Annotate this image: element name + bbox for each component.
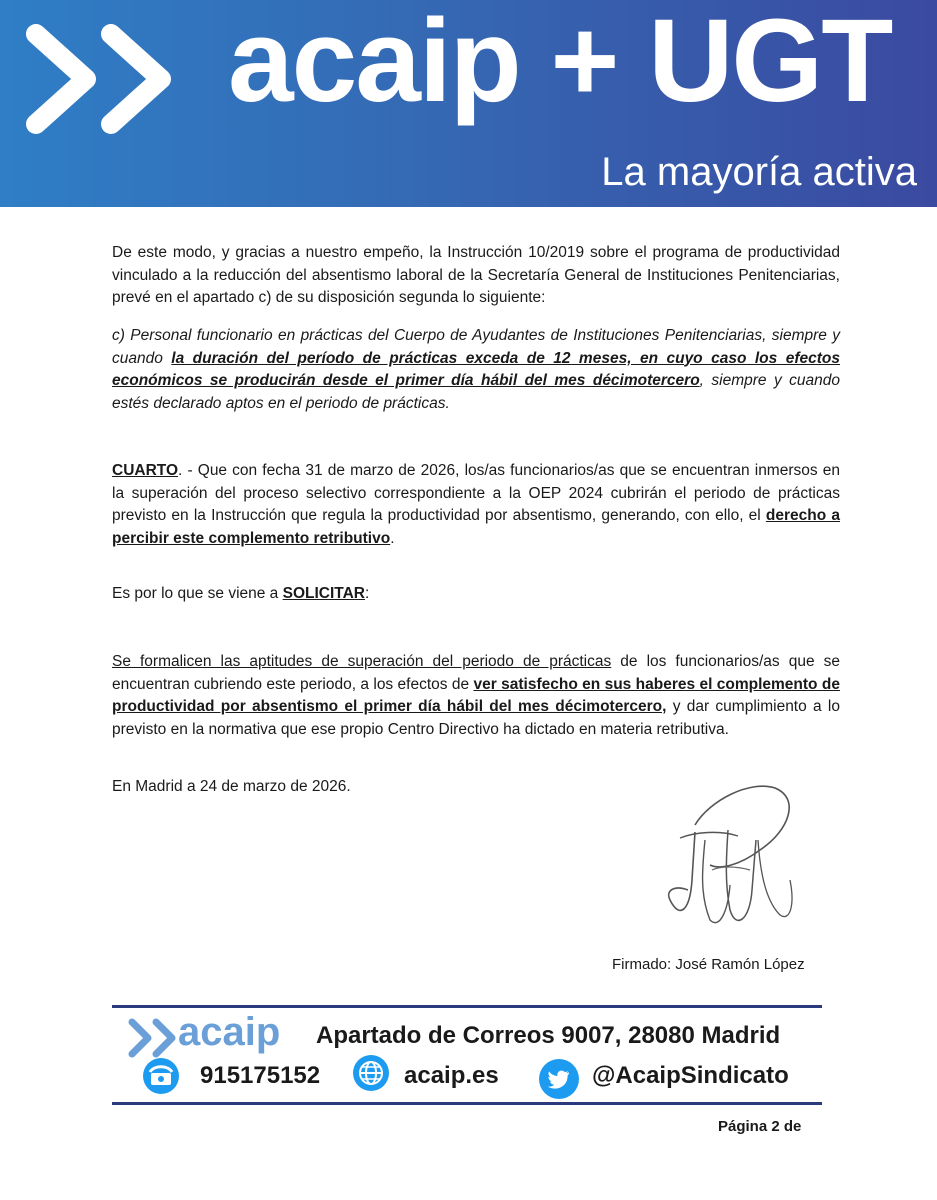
cuarto-end: . bbox=[390, 529, 395, 547]
solicitar-colon: : bbox=[364, 585, 370, 602]
request-underlined: Se formalicen las aptitudes de superación del periodo de prácticas bbox=[112, 653, 612, 670]
intro-paragraph bbox=[112, 242, 840, 310]
cuarto-label: CUARTO bbox=[112, 462, 179, 479]
footer-twitter: @AcaipSindicato bbox=[592, 1062, 789, 1089]
footer-phone: 915175152 bbox=[200, 1062, 321, 1089]
solicitar-paragraph bbox=[112, 583, 840, 606]
brand-logo-text: acaip + UGT bbox=[228, 0, 892, 127]
place-date-text: En Madrid a 24 de marzo de 2026. bbox=[112, 778, 351, 795]
quote-paragraph bbox=[112, 325, 840, 415]
cuarto-highlight: derecho a percibir este complemento retributivo bbox=[112, 507, 840, 547]
quote-text-end: , siempre y cuando estés declarado aptos en el periodo de prácticas. bbox=[112, 372, 840, 412]
footer-address: Apartado de Correos 9007, 28080 Madrid bbox=[316, 1022, 781, 1049]
quote-highlight: la duración del período de prácticas exceda de 12 meses, en cuyo caso los efectos económicos se producirán desde el primer día hábil del mes décimotercero bbox=[112, 349, 840, 389]
request-end: y dar cumplimiento a lo previsto en la normativa que ese propio Centro Directivo ha dictado en materia retributiva. bbox=[112, 698, 840, 738]
cuarto-paragraph bbox=[112, 460, 840, 550]
footer-logo-text: acaip bbox=[178, 1010, 281, 1054]
double-chevron-logo-icon bbox=[16, 24, 226, 134]
handwritten-signature bbox=[640, 770, 810, 940]
solicitar-label: SOLICITAR bbox=[282, 585, 365, 602]
intro-text: De este modo, y gracias a nuestro empeño, la Instrucción 10/2019 sobre el programa de productividad vinculado a la reducción del absentismo laboral de la Secretaría General de Instituciones Penitenciarias, prevé en el apartado c) de su disposición segunda lo siguiente: bbox=[112, 244, 840, 306]
signed-by: Firmado: José Ramón López bbox=[612, 956, 805, 973]
quote-text-start: c) Personal funcionario en prácticas del Cuerpo de Ayudantes de Instituciones Penitenciarias, siempre y cuando bbox=[112, 327, 840, 367]
slogan: La mayoría activa bbox=[601, 150, 917, 194]
cuarto-text: . - Que con fecha 31 de marzo de 2026, los/as funcionarios/as que se encuentran inmersos en la superación del proceso selectivo correspondiente a la OEP 2024 cubrirán el periodo de prácticas previsto en la Instrucción que regula la productividad por absentismo, generando, con ello, el bbox=[112, 462, 840, 524]
request-paragraph bbox=[112, 651, 840, 741]
footer-top-rule bbox=[112, 1005, 822, 1008]
globe-icon bbox=[352, 1054, 390, 1092]
footer-bottom-rule bbox=[112, 1102, 822, 1105]
request-text: de los funcionarios/as que se encuentran cubriendo este periodo, a los efectos de bbox=[112, 653, 840, 693]
phone-icon bbox=[142, 1057, 180, 1095]
twitter-bird-icon bbox=[538, 1058, 580, 1100]
solicitar-text: Es por lo que se viene a bbox=[112, 585, 283, 602]
page-number: Página 2 de bbox=[718, 1118, 802, 1135]
footer-web: acaip.es bbox=[404, 1062, 499, 1089]
header-banner bbox=[0, 0, 937, 207]
request-highlight: ver satisfecho en sus haberes el complemento de productividad por absentismo el primer día hábil del mes décimotercero, bbox=[112, 675, 840, 715]
